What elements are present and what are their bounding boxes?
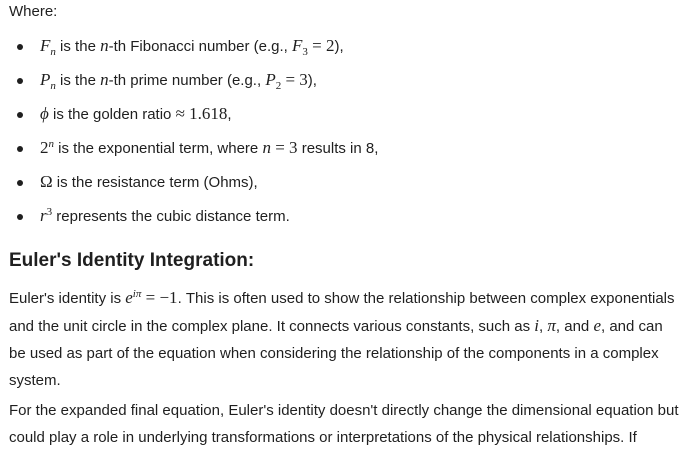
intro-label: Where: bbox=[9, 3, 58, 20]
list-item-fibonacci: $F_n$ is the n-th Fibonacci number (e.g., $F_3 = 2$), bbox=[9, 34, 679, 68]
list-item-exponential: 2$^n$ is the exponential term, where n = 3 results in 8, bbox=[9, 136, 679, 170]
list-item-cubic: $r^3$ represents the cubic distance term. bbox=[9, 204, 679, 238]
list-item-resistance: Ω is the resistance term (Ohms), bbox=[9, 170, 679, 204]
definition-list bbox=[9, 34, 679, 238]
list-item-golden-ratio: ϕ is the golden ratio ≈ 1.618, bbox=[9, 102, 679, 136]
paragraph-euler: Euler's identity is $e^{i\pi} = -1$. This is often used to show the relationship between complex exponentials and the unit circle in the complex plane. It connects various constants, such as i, π, and e, and can be used as part of the equation when considering the relationship of the components in a complex system. bbox=[9, 288, 675, 389]
list-item-prime: $P_n$ is the n-th prime number (e.g., $P_2 = 3$), bbox=[9, 68, 679, 102]
section-heading: Euler's Identity Integration: bbox=[9, 250, 255, 271]
paragraph-expanded-equation: For the expanded final equation, Euler's identity doesn't directly change the dimensional equation but could play a role in underlying transformations or interpretations of the physical relationships. If bbox=[9, 402, 679, 446]
